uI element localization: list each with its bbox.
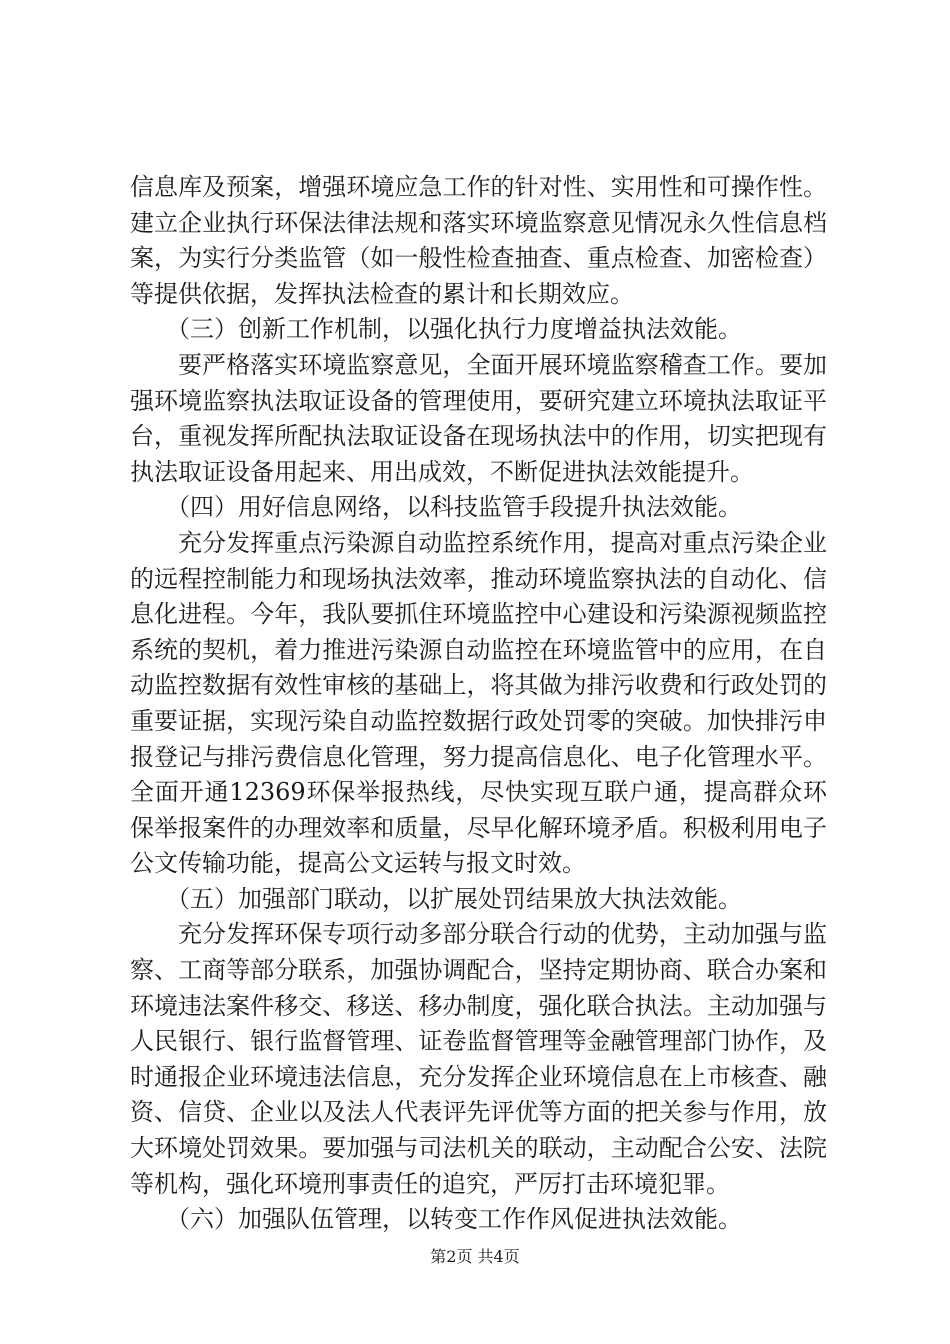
section-heading: （四）用好信息网络，以科技监管手段提升执法效能。 bbox=[166, 493, 742, 522]
document-body bbox=[130, 170, 827, 1238]
paragraph: 信息库及预案，增强环境应急工作的针对性、实用性和可操作性。建立企业执行环保法律法规和落实环境监察意见情况永久性信息档案，为实行分类监管（如一般性检查抽查、重点检查、加密检查）等提供依据，发挥执法检查的累计和长期效应。 bbox=[130, 173, 827, 308]
section-heading: （五）加强部门联动，以扩展处罚结果放大执法效能。 bbox=[166, 884, 742, 913]
section-heading: （三）创新工作机制，以强化执行力度增益执法效能。 bbox=[166, 315, 742, 344]
paragraph: 充分发挥环保专项行动多部分联合行动的优势，主动加强与监察、工商等部分联系，加强协调配合，坚持定期协商、联合办案和环境违法案件移交、移送、移办制度，强化联合执法。主动加强与人民银行、银行监督管理、证卷监督管理等金融管理部门协作，及时通报企业环境违法信息，充分发挥企业环境信息在上市核查、融资、信贷、企业以及法人代表评先评优等方面的把关参与作用，放大环境处罚效果。要加强与司法机关的联动，主动配合公安、法院等机构，强化环境刑事责任的追究，严厉打击环境犯罪。 bbox=[130, 920, 827, 1198]
paragraph: 要严格落实环境监察意见，全面开展环境监察稽查工作。要加强环境监察执法取证设备的管理使用，要研究建立环境执法取证平台，重视发挥所配执法取证设备在现场执法中的作用，切实把现有执法取证设备用起来、用出成效，不断促进执法效能提升。 bbox=[130, 350, 827, 486]
paragraph: 充分发挥重点污染源自动监控系统作用，提高对重点污染企业的远程控制能力和现场执法效率，推动环境监察执法的自动化、信息化进程。今年，我队要抓住环境监控中心建设和污染源视频监控系统的契机，着力推进污染源自动监控在环境监管中的应用，在自动监控数据有效性审核的基础上，将其做为排污收费和行政处罚的重要证据，实现污染自动监控数据行政处罚零的突破。加快排污申报登记与排污费信息化管理，努力提高信息化、电子化管理水平。全面开通12369环保举报热线，尽快实现互联户通，提高群众环保举报案件的办理效率和质量，尽早化解环境矛盾。积极利用电子公文传输功能，提高公文运转与报文时效。 bbox=[130, 528, 827, 878]
page-footer: 第2页 共4页 bbox=[430, 1247, 520, 1266]
section-heading: （六）加强队伍管理，以转变工作作风促进执法效能。 bbox=[166, 1205, 742, 1234]
